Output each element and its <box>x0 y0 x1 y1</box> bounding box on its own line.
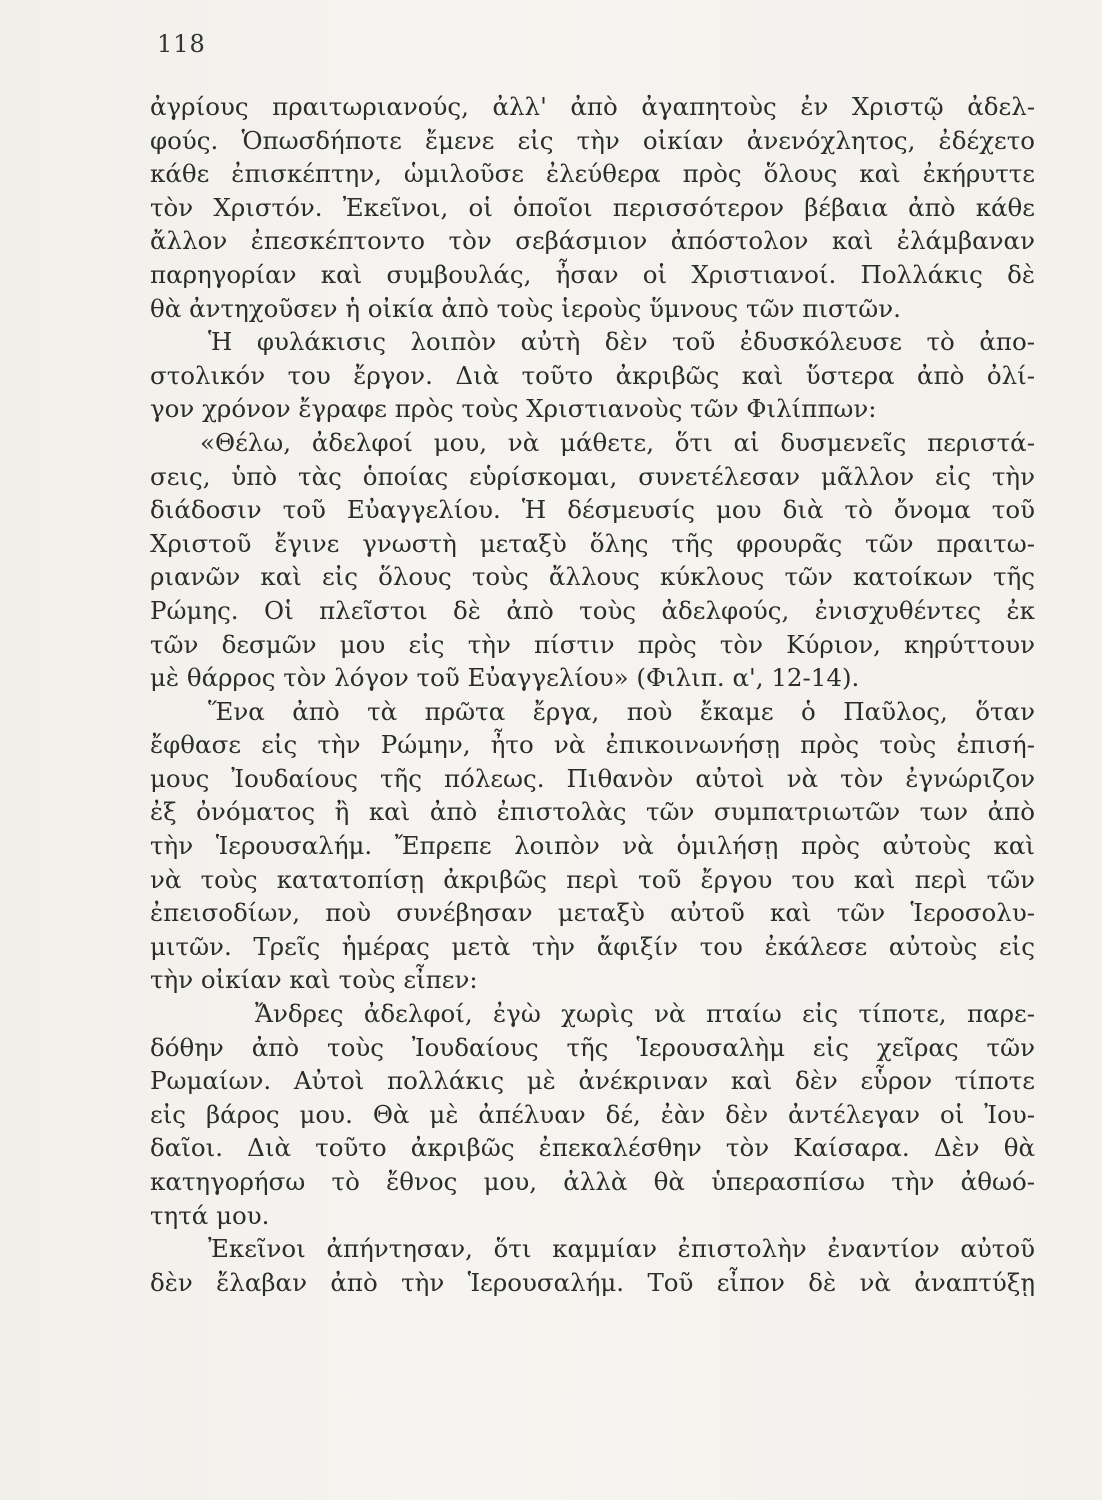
text-line: ἐπεισοδίων, ποὺ συνέβησαν μεταξὺ αὐτοῦ καὶ τῶν Ἱεροσολυ- <box>150 898 1035 928</box>
text-line: τὴν οἰκίαν καὶ τοὺς εἶπεν: <box>150 965 478 995</box>
quote-line: ριανῶν καὶ εἰς ὅλους τοὺς ἄλλους κύκλους τῶν κατοίκων τῆς <box>150 562 1035 592</box>
text-line: τὴν Ἱερουσαλήμ. Ἔπρεπε λοιπὸν νὰ ὁμιλήσῃ πρὸς αὐτοὺς καὶ <box>150 831 1035 861</box>
text-line: μιτῶν. Τρεῖς ἡμέρας μετὰ τὴν ἄφιξίν του ἐκάλεσε αὐτοὺς εἰς <box>150 931 1035 961</box>
quote-line: διάδοσιν τοῦ Εὐαγγελίου. Ἡ δέσμευσίς μου διὰ τὸ ὄνομα τοῦ <box>150 495 1035 525</box>
speech-line: Ρωμαίων. Αὐτοὶ πολλάκις μὲ ἀνέκριναν καὶ δὲν εὗρον τίποτε <box>150 1066 1035 1096</box>
text-line: θὰ ἀντηχοῦσεν ἡ οἰκία ἀπὸ τοὺς ἱεροὺς ὕμνους τῶν πιστῶν. <box>150 293 901 323</box>
text-line: Ἡ φυλάκισις λοιπὸν αὐτὴ δὲν τοῦ ἐδυσκόλευσε τὸ ἀπο- <box>208 327 1035 357</box>
page-number: 118 <box>157 30 206 58</box>
text-line: φούς. Ὁπωσδήποτε ἔμενε εἰς τὴν οἰκίαν ἀνενόχλητος, ἐδέχετο <box>150 125 1035 155</box>
text-line: παρηγορίαν καὶ συμβουλάς, ἦσαν οἱ Χριστιανοί. Πολλάκις δὲ <box>150 259 1035 289</box>
text-line: Ἕνα ἀπὸ τὰ πρῶτα ἔργα, ποὺ ἔκαμε ὁ Παῦλος, ὅταν <box>208 696 1035 726</box>
text-line: νὰ τοὺς κατατοπίσῃ ἀκριβῶς περὶ τοῦ ἔργου του καὶ περὶ τῶν <box>150 864 1035 894</box>
speech-line: κατηγορήσω τὸ ἔθνος μου, ἀλλὰ θὰ ὑπερασπίσω τὴν ἀθωό- <box>150 1167 1035 1196</box>
text-line: κάθε ἐπισκέπτην, ὡμιλοῦσε ἐλεύθερα πρὸς ὅλους καὶ ἐκήρυττε <box>150 159 1035 189</box>
speech-line: δόθην ἀπὸ τοὺς Ἰουδαίους τῆς Ἱερουσαλὴμ εἰς χεῖρας τῶν <box>150 1032 1035 1062</box>
quote-line: μὲ θάρρος τὸν λόγον τοῦ Εὐαγγελίου» (Φιλιπ. α', 12-14). <box>150 663 860 693</box>
text-line: ἔφθασε εἰς τὴν Ρώμην, ἦτο νὰ ἐπικοινωνήσῃ πρὸς τοὺς ἐπισή- <box>150 730 1035 760</box>
text-line: Ἐκεῖνοι ἀπήντησαν, ὅτι καμμίαν ἐπιστολὴν ἐναντίον αὐτοῦ <box>208 1234 1035 1264</box>
speech-line: εἰς βάρος μου. Θὰ μὲ ἀπέλυαν δέ, ἐὰν δὲν ἀντέλεγαν οἱ Ἰου- <box>150 1099 1035 1129</box>
quote-line: σεις, ὑπὸ τὰς ὁποίας εὑρίσκομαι, συνετέλεσαν μᾶλλον εἰς τὴν <box>150 461 1035 491</box>
text-line: ἄλλον ἐπεσκέπτοντο τὸν σεβάσμιον ἀπόστολον καὶ ἐλάμβαναν <box>150 226 1035 256</box>
quote-line: «Θέλω, ἀδελφοί μου, νὰ μάθετε, ὅτι αἱ δυσμενεῖς περιστά- <box>200 427 1035 457</box>
body-text <box>150 90 1035 1299</box>
quote-line: Ρώμης. Οἱ πλεῖστοι δὲ ἀπὸ τοὺς ἀδελφούς, ἐνισχυθέντες ἐκ <box>150 595 1035 625</box>
text-line: ἀγρίους πραιτωριανούς, ἀλλ' ἀπὸ ἀγαπητοὺς ἐν Χριστῷ ἀδελ- <box>150 92 1035 121</box>
speech-line: δαῖοι. Διὰ τοῦτο ἀκριβῶς ἐπεκαλέσθην τὸν Καίσαρα. Δὲν θὰ <box>150 1133 1035 1163</box>
quote-line: Χριστοῦ ἔγινε γνωστὴ μεταξὺ ὅλης τῆς φρουρᾶς τῶν πραιτω- <box>150 528 1035 558</box>
text-line: ἐξ ὀνόματος ἢ καὶ ἀπὸ ἐπιστολὰς τῶν συμπατριωτῶν των ἀπὸ <box>150 797 1035 827</box>
text-line: δὲν ἔλαβαν ἀπὸ τὴν Ἱερουσαλήμ. Τοῦ εἶπον δὲ νὰ ἀναπτύξῃ <box>150 1267 1035 1297</box>
text-line: τὸν Χριστόν. Ἐκεῖνοι, οἱ ὁποῖοι περισσότερον βέβαια ἀπὸ κάθε <box>150 192 1035 222</box>
quote-line: τῶν δεσμῶν μου εἰς τὴν πίστιν πρὸς τὸν Κύριον, κηρύττουν <box>150 629 1035 659</box>
speech-line: τητά μου. <box>150 1200 270 1230</box>
text-line: στολικόν του ἔργον. Διὰ τοῦτο ἀκριβῶς καὶ ὕστερα ἀπὸ ὀλί- <box>150 360 1035 390</box>
text-line: μους Ἰουδαίους τῆς πόλεως. Πιθανὸν αὐτοὶ νὰ τὸν ἐγνώριζον <box>150 763 1035 793</box>
speech-line: Ἄνδρες ἀδελφοί, ἐγὼ χωρὶς νὰ πταίω εἰς τίποτε, παρε- <box>255 999 1035 1029</box>
text-line: γον χρόνον ἔγραφε πρὸς τοὺς Χριστιανοὺς τῶν Φιλίππων: <box>150 394 877 424</box>
